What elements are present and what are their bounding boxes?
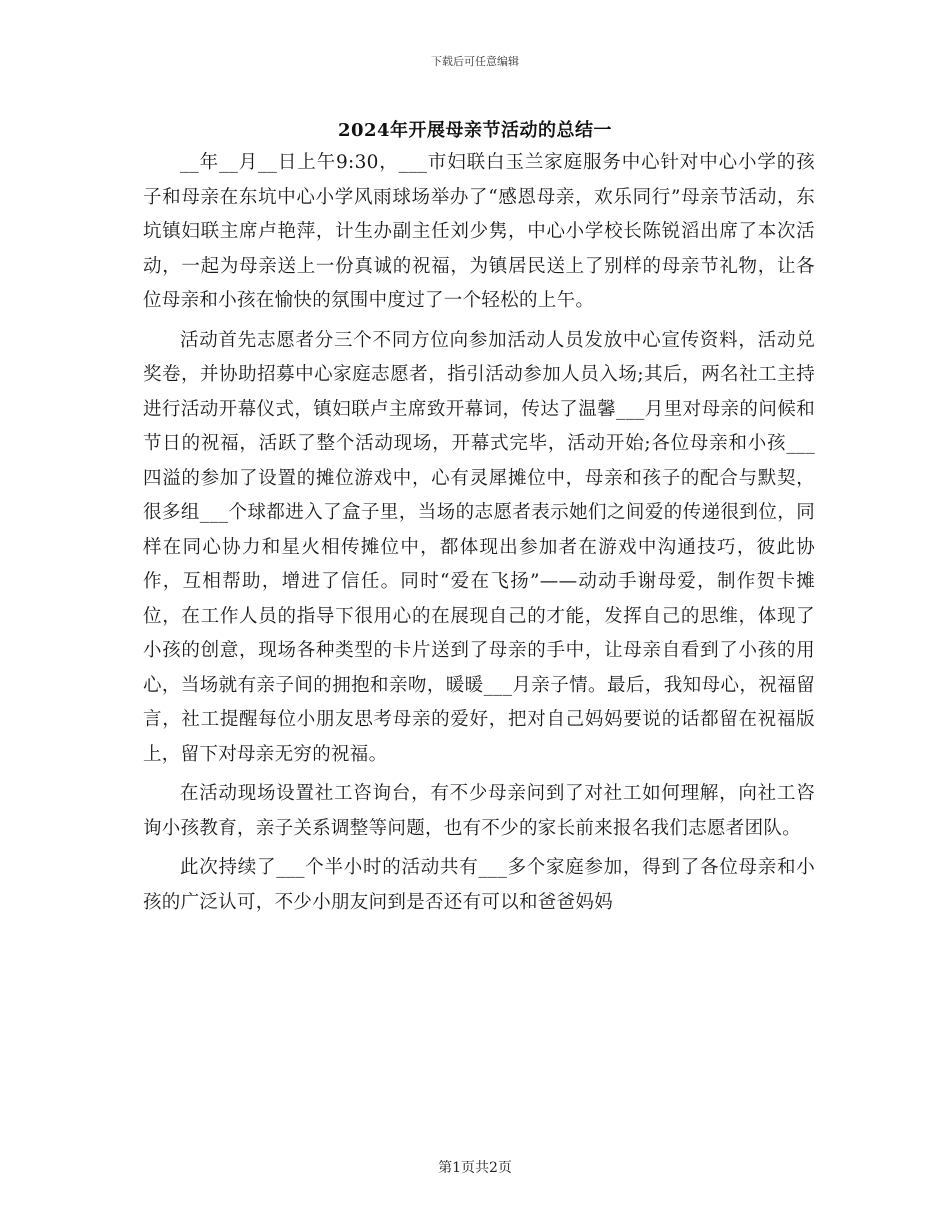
paragraph-4: 此次持续了___个半小时的活动共有___多个家庭参加，得到了各位母亲和小孩的广泛认可，不少小朋友问到是否还有可以和爸爸妈妈	[143, 857, 815, 913]
page-number: 第1页共2页	[438, 1160, 512, 1176]
document-body	[143, 146, 815, 925]
paragraph-1: __年__月__日上午9:30，___市妇联白玉兰家庭服务中心针对中心小学的孩子和母亲在东坑中心小学风雨球场举办了“感恩母亲，欢乐同行”母亲节活动，东坑镇妇联主席卢艳萍，计生办副主任刘少隽，中心小学校长陈锐滔出席了本次活动，一起为母亲送上一份真诚的祝福，为镇居民送上了别样的母亲节礼物，让各位母亲和小孩在愉快的氛围中度过了一个轻松的上午。	[143, 152, 815, 311]
paragraph-3: 在活动现场设置社工咨询台，有不少母亲问到了对社工如何理解，向社工咨询小孩教育，亲子关系调整等问题，也有不少的家长前来报名我们志愿者团队。	[143, 783, 815, 839]
paragraph-2: 活动首先志愿者分三个不同方位向参加活动人员发放中心宣传资料，活动兑奖卷，并协助招募中心家庭志愿者，指引活动参加人员入场;其后，两名社工主持进行活动开幕仪式，镇妇联卢主席致开幕词，传达了温馨___月里对母亲的问候和节日的祝福，活跃了整个活动现场，开幕式完毕，活动开始;各位母亲和小孩___四溢的参加了设置的摊位游戏中，心有灵犀摊位中，母亲和孩子的配合与默契，很多组___个球都进入了盒子里，当场的志愿者表示她们之间爱的传递很到位，同样在同心协力和星火相传摊位中，都体现出参加者在游戏中沟通技巧，彼此协作，互相帮助，增进了信任。同时“爱在飞扬”——动动手谢母爱，制作贺卡摊位，在工作人员的指导下很用心的在展现自己的才能，发挥自己的思维，体现了小孩的创意，现场各种类型的卡片送到了母亲的手中，让母亲自看到了小孩的用心，当场就有亲子间的拥抱和亲吻，暖暖___月亲子情。最后，我知母心，祝福留言，社工提醒每位小朋友思考母亲的爱好，把对自己妈妈要说的话都留在祝福版上，留下对母亲无穷的祝福。	[143, 329, 815, 765]
download-note: 下载后可任意编辑	[431, 55, 519, 68]
document-title: 2024年开展母亲节活动的总结一	[337, 120, 613, 141]
